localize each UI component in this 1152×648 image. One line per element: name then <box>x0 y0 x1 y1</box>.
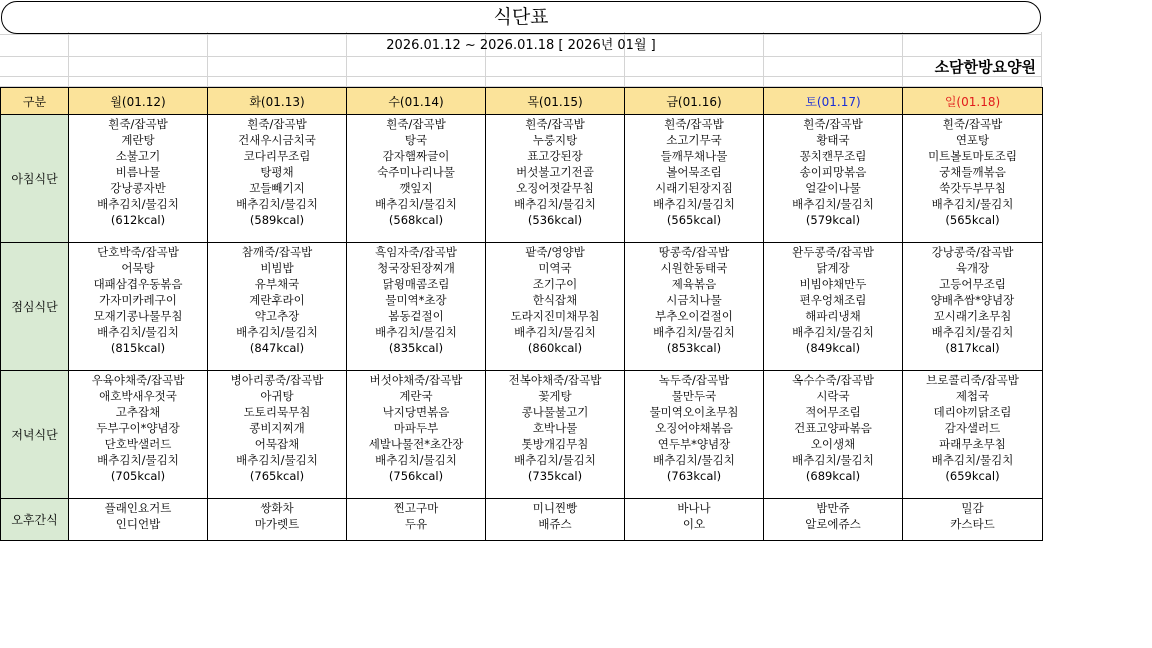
calorie-text: (536kcal) <box>527 213 583 227</box>
dish-item: 버섯불고기전골 <box>516 165 594 179</box>
meal-row <box>1 371 1043 499</box>
dish-item: 단호박샐러드 <box>104 437 172 451</box>
dish-item: 톳방개김무침 <box>521 437 589 451</box>
dish-item: 배추김치/물김치 <box>931 197 1014 211</box>
menu-cell-fri <box>625 115 764 243</box>
meal-label: 저녁식단 <box>1 371 69 499</box>
dish-item: 두부구이*양념장 <box>96 421 180 435</box>
dish-item: 우육야채죽/잡곡밥 <box>91 373 185 387</box>
dish-item: 배추김치/물김치 <box>236 453 318 467</box>
dish-item: 청국장된장찌개 <box>377 261 455 275</box>
snack-item: 찐고구마 <box>393 501 439 515</box>
dish-item: 오징어야채볶음 <box>655 421 733 435</box>
dish-item: 꽃게탕 <box>538 389 572 403</box>
grid-line <box>0 76 1042 77</box>
dish-item: 강낭콩죽/잡곡밥 <box>931 245 1014 259</box>
dish-item: 비빔밥 <box>260 261 294 275</box>
dish-item: 코다리무조림 <box>243 149 311 163</box>
dish-item: 낙지당면볶음 <box>382 405 450 419</box>
dish-item: 배추김치/물김치 <box>375 325 457 339</box>
meal-row <box>1 243 1043 371</box>
dish-item: 적어무조림 <box>805 405 861 419</box>
calorie-text: (689kcal) <box>805 469 861 483</box>
dish-item: 육개장 <box>955 261 990 275</box>
dish-item: 데리야끼닭조림 <box>933 405 1012 419</box>
menu-cell-tue <box>208 115 347 243</box>
dish-item: 비빔야채만두 <box>799 277 867 291</box>
meal-label: 오후간식 <box>1 499 69 541</box>
dish-item: 단호박죽/잡곡밥 <box>97 245 179 259</box>
dish-item: 옥수수죽/잡곡밥 <box>792 373 874 387</box>
menu-cell-thu <box>486 371 625 499</box>
dish-item: 배추김치/물김치 <box>792 197 874 211</box>
calorie-text: (568kcal) <box>388 213 444 227</box>
dish-item: 해파리냉채 <box>805 309 861 323</box>
menu-cell-sun <box>903 243 1043 371</box>
dish-item: 계란후라이 <box>249 293 305 307</box>
menu-cell-thu <box>486 115 625 243</box>
dish-item: 물미역오이초무침 <box>649 405 739 419</box>
dish-item: 한식잡채 <box>532 293 578 307</box>
dish-item: 오징어젓갈무침 <box>516 181 594 195</box>
menu-cell-sat <box>764 371 903 499</box>
dish-item: 배추김치/물김치 <box>931 453 1014 467</box>
dish-item: 모재기콩나물무침 <box>93 309 183 323</box>
dish-item: 배추김치/물김치 <box>931 325 1014 339</box>
calorie-text: (763kcal) <box>666 469 722 483</box>
snack-item: 알로에쥬스 <box>805 517 861 531</box>
dish-item: 버섯야채죽/잡곡밥 <box>369 373 463 387</box>
header-row <box>1 88 1043 115</box>
dish-item: 꽁치캔무조림 <box>799 149 867 163</box>
dish-item: 배추김치/물김치 <box>97 197 179 211</box>
dish-item: 시락국 <box>816 389 850 403</box>
snack-cell-tue <box>208 499 347 541</box>
snack-item: 마가렛트 <box>254 517 300 531</box>
snack-item: 밤만쥬 <box>816 501 850 515</box>
calorie-text: (815kcal) <box>110 341 166 355</box>
meal-label: 아침식단 <box>1 115 69 243</box>
dish-item: 파래무초무침 <box>939 437 1006 451</box>
dish-item: 시원한동태국 <box>660 261 728 275</box>
dish-item: 배추김치/물김치 <box>514 325 596 339</box>
snack-cell-thu <box>486 499 625 541</box>
meal-label: 점심식단 <box>1 243 69 371</box>
dish-item: 유부채국 <box>254 277 300 291</box>
day-header-thu: 목(01.15) <box>486 88 625 115</box>
menu-cell-wed <box>347 115 486 243</box>
calorie-text: (847kcal) <box>249 341 305 355</box>
dish-item: 세발나물전*초간장 <box>368 437 464 451</box>
dish-item: 계란국 <box>399 389 433 403</box>
dish-item: 흰죽/잡곡밥 <box>942 117 1003 131</box>
dish-item: 전복야채죽/잡곡밥 <box>508 373 602 387</box>
dish-item: 미트볼토마토조림 <box>928 149 1017 163</box>
dish-item: 흰죽/잡곡밥 <box>525 117 585 131</box>
menu-cell-thu <box>486 243 625 371</box>
dish-item: 참깨죽/잡곡밥 <box>241 245 313 259</box>
menu-cell-mon <box>69 115 208 243</box>
menu-cell-sun <box>903 371 1043 499</box>
calorie-text: (579kcal) <box>805 213 861 227</box>
dish-item: 콩비지찌개 <box>249 421 305 435</box>
calorie-text: (565kcal) <box>945 213 1000 227</box>
dish-item: 배추김치/물김치 <box>653 453 735 467</box>
dish-item: 양배추쌈*양념장 <box>930 293 1015 307</box>
dish-item: 편우엉채조림 <box>799 293 867 307</box>
calorie-text: (835kcal) <box>388 341 444 355</box>
snack-cell-mon <box>69 499 208 541</box>
dish-item: 브로콜리죽/잡곡밥 <box>926 373 1019 387</box>
dish-item: 흑임자죽/잡곡밥 <box>375 245 457 259</box>
dish-item: 배추김치/물김치 <box>792 453 874 467</box>
dish-item: 볼어묵조림 <box>666 165 722 179</box>
snack-cell-sun <box>903 499 1043 541</box>
dish-item: 배추김치/물김치 <box>514 197 596 211</box>
grid-line <box>0 56 1042 57</box>
dish-item: 도라지진미채무침 <box>510 309 600 323</box>
dish-item: 소불고기 <box>115 149 161 163</box>
dish-item: 마파두부 <box>393 421 439 435</box>
snack-item: 두유 <box>404 517 428 531</box>
dish-item: 조기구이 <box>532 277 578 291</box>
dish-item: 강낭콩자반 <box>110 181 166 195</box>
snack-item: 카스타드 <box>950 517 995 531</box>
dish-item: 숙주미나리나물 <box>377 165 455 179</box>
calorie-text: (853kcal) <box>666 341 722 355</box>
dish-item: 감자햄짜글이 <box>382 149 450 163</box>
snack-item: 바나나 <box>677 501 711 515</box>
dish-item: 건표고양파볶음 <box>794 421 872 435</box>
menu-cell-tue <box>208 371 347 499</box>
meal-row <box>1 115 1043 243</box>
day-header-fri: 금(01.16) <box>625 88 764 115</box>
menu-cell-wed <box>347 243 486 371</box>
calorie-text: (612kcal) <box>110 213 166 227</box>
menu-cell-mon <box>69 371 208 499</box>
dish-item: 계란탕 <box>121 133 155 147</box>
calorie-text: (817kcal) <box>945 341 1000 355</box>
menu-cell-fri <box>625 243 764 371</box>
snack-cell-fri <box>625 499 764 541</box>
menu-cell-sun <box>903 115 1043 243</box>
dish-item: 콩나물불고기 <box>521 405 589 419</box>
dish-item: 배추김치/물김치 <box>236 197 318 211</box>
dish-item: 배추김치/물김치 <box>514 453 596 467</box>
dish-item: 송이피망볶음 <box>799 165 867 179</box>
dish-item: 아귀탕 <box>260 389 294 403</box>
dish-item: 들깨무채나물 <box>660 149 728 163</box>
dish-item: 깻잎지 <box>399 181 433 195</box>
dish-item: 건새우시금치국 <box>238 133 316 147</box>
dish-item: 호박나물 <box>532 421 578 435</box>
calorie-text: (659kcal) <box>945 469 1000 483</box>
dish-item: 녹두죽/잡곡밥 <box>658 373 730 387</box>
dish-item: 황태국 <box>816 133 850 147</box>
dish-item: 고추잡채 <box>115 405 161 419</box>
dish-item: 꼬시래기초무침 <box>933 309 1012 323</box>
snack-item: 밀감 <box>961 501 984 515</box>
dish-item: 시래기된장지짐 <box>655 181 733 195</box>
dish-item: 고등어무조림 <box>939 277 1006 291</box>
dish-item: 대패삼겹우동볶음 <box>93 277 183 291</box>
dish-item: 비름나물 <box>115 165 161 179</box>
snack-item: 미니찐빵 <box>532 501 578 515</box>
dish-item: 배추김치/물김치 <box>97 325 179 339</box>
dish-item: 탕평채 <box>260 165 294 179</box>
calorie-text: (860kcal) <box>527 341 583 355</box>
dish-item: 흰죽/잡곡밥 <box>803 117 863 131</box>
calorie-text: (565kcal) <box>666 213 722 227</box>
day-header-wed: 수(01.14) <box>347 88 486 115</box>
menu-cell-sat <box>764 243 903 371</box>
dish-item: 약고추장 <box>254 309 300 323</box>
dish-item: 쑥갓두부무침 <box>939 181 1006 195</box>
dish-item: 배추김치/물김치 <box>653 197 735 211</box>
day-header-tue: 화(01.13) <box>208 88 347 115</box>
dish-item: 오이생채 <box>810 437 856 451</box>
calorie-text: (756kcal) <box>388 469 444 483</box>
menu-cell-wed <box>347 371 486 499</box>
menu-cell-fri <box>625 371 764 499</box>
dish-item: 배추김치/물김치 <box>792 325 874 339</box>
grid-line <box>0 34 1042 35</box>
dish-item: 땅콩죽/잡곡밥 <box>658 245 730 259</box>
dish-item: 연두부*양념장 <box>657 437 731 451</box>
menu-cell-mon <box>69 243 208 371</box>
day-header-sun: 일(01.18) <box>903 88 1043 115</box>
dish-item: 흰죽/잡곡밥 <box>108 117 168 131</box>
dish-item: 표고강된장 <box>527 149 583 163</box>
dish-item: 소고기무국 <box>666 133 722 147</box>
snack-cell-sat <box>764 499 903 541</box>
dish-item: 완두콩죽/잡곡밥 <box>792 245 874 259</box>
dish-item: 어묵잡채 <box>254 437 300 451</box>
dish-item: 도토리묵무침 <box>243 405 311 419</box>
dish-item: 배추김치/물김치 <box>653 325 735 339</box>
day-header-mon: 월(01.12) <box>69 88 208 115</box>
dish-item: 시금치나물 <box>666 293 722 307</box>
meal-table <box>0 87 1043 541</box>
menu-cell-sat <box>764 115 903 243</box>
page-title: 식단표 <box>1 1 1041 34</box>
dish-item: 배추김치/물김치 <box>375 453 457 467</box>
dish-item: 닭윙매콤조림 <box>382 277 450 291</box>
dish-item: 흰죽/잡곡밥 <box>664 117 724 131</box>
dish-item: 가자미카레구이 <box>99 293 177 307</box>
date-range: 2026.01.12 ~ 2026.01.18 [ 2026년 01월 ] <box>386 38 656 53</box>
dish-item: 연포탕 <box>955 133 990 147</box>
snack-item: 쌍화차 <box>260 501 294 515</box>
dish-item: 미역국 <box>538 261 572 275</box>
dish-item: 흰죽/잡곡밥 <box>247 117 307 131</box>
dish-item: 누룽지탕 <box>532 133 578 147</box>
dish-item: 감자샐러드 <box>944 421 1001 435</box>
snack-item: 플래인요거트 <box>104 501 172 515</box>
dish-item: 병아리콩죽/잡곡밥 <box>230 373 324 387</box>
dish-item: 물만두국 <box>671 389 717 403</box>
snack-item: 인디언밥 <box>115 517 161 531</box>
calorie-text: (589kcal) <box>249 213 305 227</box>
snack-row <box>1 499 1043 541</box>
calorie-text: (705kcal) <box>110 469 166 483</box>
facility-name: 소담한방요양원 <box>934 58 1036 76</box>
snack-cell-wed <box>347 499 486 541</box>
dish-item: 봄동겉절이 <box>388 309 444 323</box>
dish-item: 배추김치/물김치 <box>236 325 318 339</box>
calorie-text: (735kcal) <box>527 469 583 483</box>
dish-item: 궁채들깨볶음 <box>939 165 1006 179</box>
dish-item: 배추김치/물김치 <box>97 453 179 467</box>
dish-item: 얼갈이나물 <box>805 181 861 195</box>
dish-item: 물미역*초장 <box>385 293 447 307</box>
dish-item: 팥죽/영양밥 <box>525 245 585 259</box>
dish-item: 흰죽/잡곡밥 <box>386 117 446 131</box>
dish-item: 어묵탕 <box>121 261 155 275</box>
category-header: 구분 <box>1 88 69 115</box>
dish-item: 배추김치/물김치 <box>375 197 457 211</box>
calorie-text: (765kcal) <box>249 469 305 483</box>
dish-item: 부추오이겉절이 <box>655 309 733 323</box>
dish-item: 닭계장 <box>816 261 850 275</box>
dish-item: 애호박새우젓국 <box>99 389 177 403</box>
snack-item: 배쥬스 <box>538 517 572 531</box>
dish-item: 제육볶음 <box>671 277 717 291</box>
day-header-sat: 토(01.17) <box>764 88 903 115</box>
calorie-text: (849kcal) <box>805 341 861 355</box>
dish-item: 제첩국 <box>955 389 990 403</box>
menu-cell-tue <box>208 243 347 371</box>
snack-item: 이오 <box>682 517 706 531</box>
dish-item: 꼬들빼기지 <box>249 181 305 195</box>
dish-item: 탕국 <box>404 133 428 147</box>
